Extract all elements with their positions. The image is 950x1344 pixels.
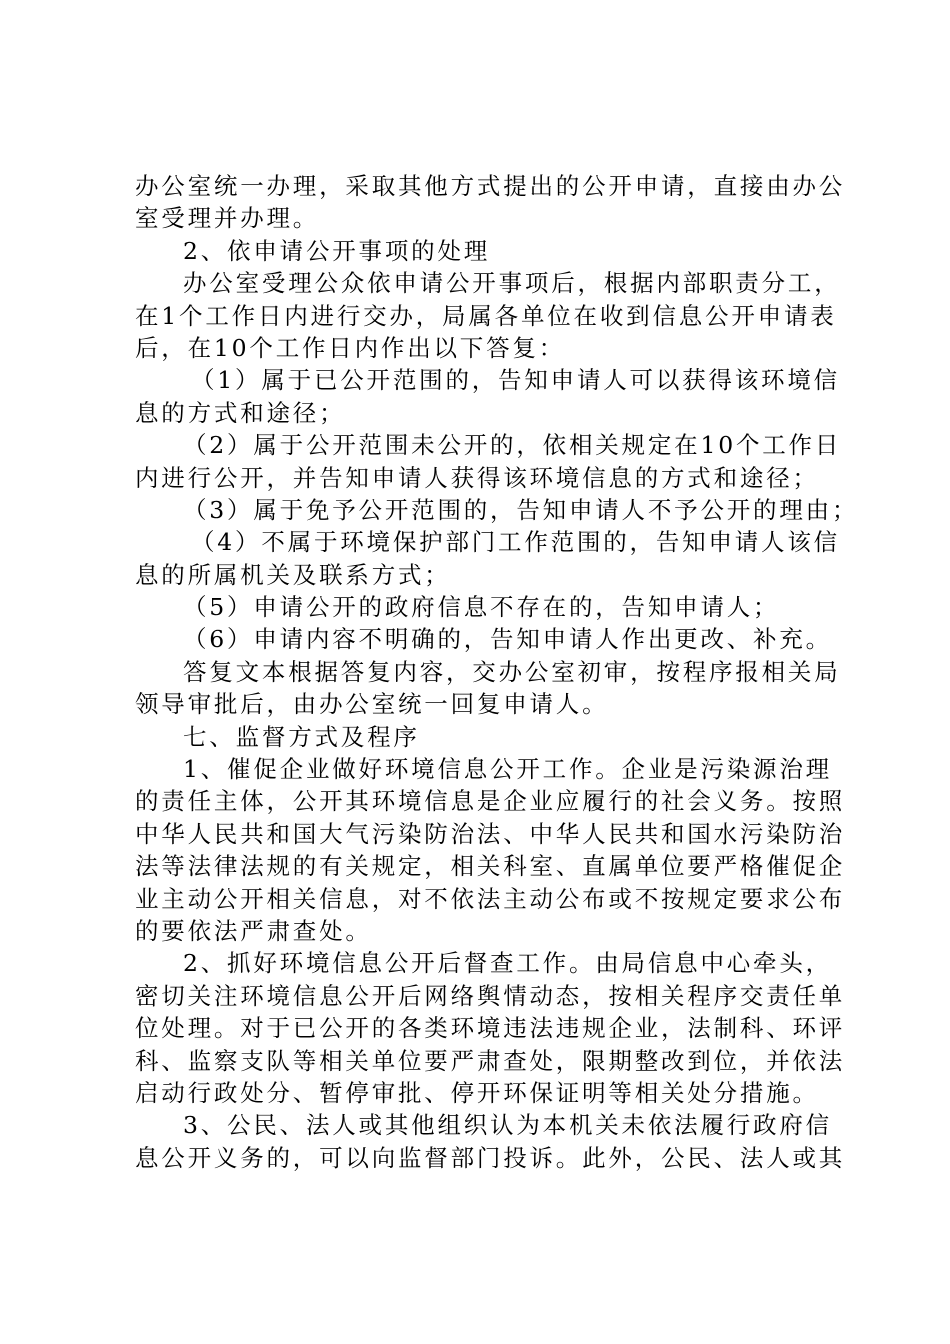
text-line: 启动行政处分、暂停审批、停开环保证明等相关处分措施。 [135, 1078, 819, 1107]
text-line: 内进行公开，并告知申请人获得该环境信息的方式和途径； [135, 463, 819, 492]
text-line: 的责任主体，公开其环境信息是企业应履行的社会义务。按照 [135, 787, 846, 816]
text-line: 3、公民、法人或其他组织认为本机关未依法履行政府信 [183, 1111, 832, 1140]
text-line: 后，在10个工作日内作出以下答复： [135, 333, 566, 362]
text-line: 法等法律法规的有关规定，相关科室、直属单位要严格催促企 [135, 852, 846, 881]
section-heading: 2、依申请公开事项的处理 [183, 236, 491, 265]
list-item: （2）属于公开范围未公开的，依相关规定在10个工作日 [183, 431, 842, 460]
text-line: 在1个工作日内进行交办，局属各单位在收到信息公开申请表 [135, 301, 837, 330]
text-line: 息的所属机关及联系方式； [135, 560, 451, 589]
text-line: 办公室受理公众依申请公开事项后，根据内部职责分工， [183, 269, 841, 298]
text-line: 办公室统一办理，采取其他方式提出的公开申请，直接由办公 [135, 172, 846, 200]
text-line: 领导审批后，由办公室统一回复申请人。 [135, 690, 609, 719]
list-item: （1）属于已公开范围的，告知申请人可以获得该环境信 [191, 366, 840, 395]
list-item: （5）申请公开的政府信息不存在的，告知申请人； [183, 593, 780, 622]
text-line: 答复文本根据答复内容，交办公室初审，按程序报相关局 [183, 657, 841, 686]
text-line: 中华人民共和国大气污染防治法、中华人民共和国水污染防治 [135, 819, 846, 848]
text-line: 位处理。对于已公开的各类环境违法违规企业，法制科、环评 [135, 1014, 846, 1043]
text-line: 业主动公开相关信息，对不依法主动公布或不按规定要求公布 [135, 884, 846, 913]
text-line: 息公开义务的，可以向监督部门投诉。此外，公民、法人或其 [135, 1143, 846, 1172]
list-item: （3）属于免予公开范围的，告知申请人不予公开的理由； [183, 495, 859, 524]
text-line: 的要依法严肃查处。 [135, 916, 372, 945]
section-heading: 七、监督方式及程序 [183, 722, 420, 751]
text-line: 息的方式和途径； [135, 398, 346, 427]
list-item: （6）申请内容不明确的，告知申请人作出更改、补充。 [183, 625, 832, 654]
text-line: 2、抓好环境信息公开后督查工作。由局信息中心牵头， [183, 949, 832, 978]
list-item: （4）不属于环境保护部门工作范围的，告知申请人该信 [191, 528, 840, 557]
text-line: 1、催促企业做好环境信息公开工作。企业是污染源治理 [183, 755, 832, 784]
text-line: 密切关注环境信息公开后网络舆情动态，按相关程序交责任单 [135, 981, 846, 1010]
text-line: 室受理并办理。 [135, 204, 320, 233]
document-body [135, 170, 859, 1174]
text-line: 科、监察支队等相关单位要严肃查处，限期整改到位，并依法 [135, 1046, 846, 1075]
